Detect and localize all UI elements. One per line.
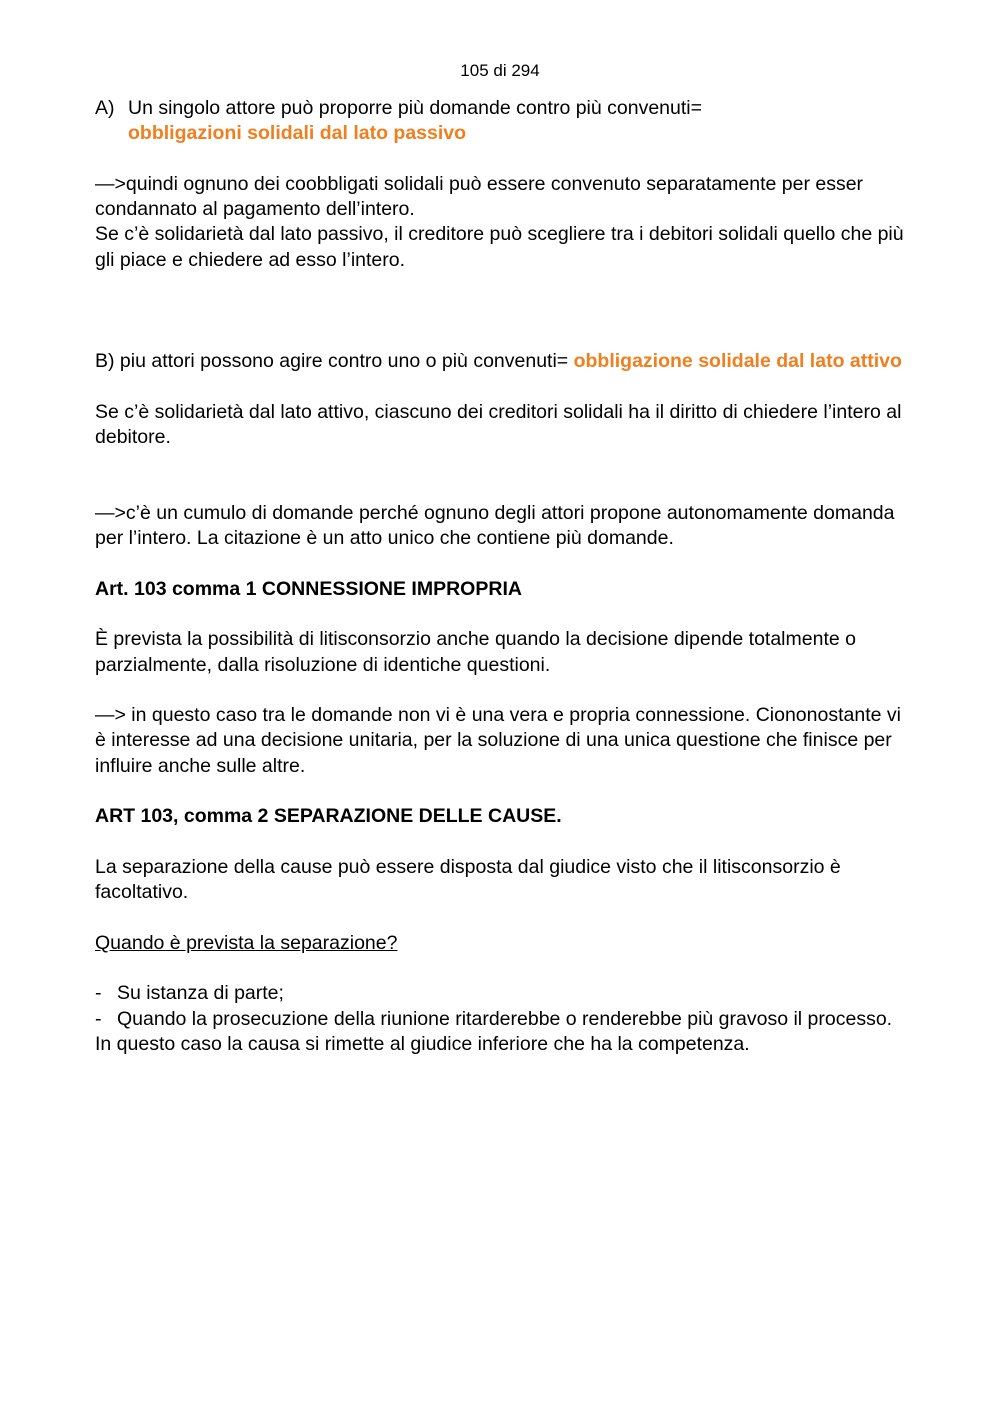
section-a-text: Un singolo attore può proporre più domande contro più convenuti=: [128, 97, 703, 119]
paragraph-b1: Se c’è solidarietà dal lato attivo, ciascuno dei creditori solidali ha il diritto di chiedere l’intero al debitore.: [95, 400, 902, 448]
bullet-dash: -: [95, 1007, 102, 1030]
section-b: [95, 349, 915, 374]
paragraph-a2: Se c’è solidarietà dal lato passivo, il creditore può scegliere tra i debitori solidali quello che più gli piace e chiedere ad esso l’intero.: [95, 223, 904, 271]
page-content: [95, 96, 915, 1057]
bullet-dash: -: [95, 982, 102, 1005]
paragraph-d2: In questo caso la causa si rimette al giudice inferiore che ha la competenza.: [95, 1032, 750, 1055]
section-a-highlight: obbligazioni solidali dal lato passivo: [128, 122, 467, 145]
paragraph-c2: —> in questo caso tra le domande non vi è una vera e propria connessione. Ciononostante vi è interesse ad una decisione unitaria, per la soluzione di una unica questione che finisce per influire anche sulle altre.: [95, 704, 901, 777]
section-b-highlight: obbligazione solidale dal lato attivo: [573, 349, 902, 372]
heading-art103-comma2: ART 103, comma 2 SEPARAZIONE DELLE CAUSE.: [95, 805, 562, 828]
section-a: [95, 96, 915, 147]
heading-art103-comma1: Art. 103 comma 1 CONNESSIONE IMPROPRIA: [95, 577, 522, 600]
list-item: [95, 1007, 915, 1032]
paragraph-a1: —>quindi ognuno dei coobbligati solidali può essere convenuto separatamente per esser condannato al pagamento dell’intero.: [95, 172, 864, 221]
section-b-text: B) piu attori possono agire contro uno o più convenuti=: [95, 349, 574, 372]
section-a-marker: A): [95, 97, 115, 119]
section-a-body: [128, 96, 915, 147]
separation-list: [95, 981, 915, 1032]
page-number: 105 di 294: [460, 61, 540, 80]
question-heading: Quando è prevista la separazione?: [95, 931, 398, 954]
list-item-text: Quando la prosecuzione della riunione ritarderebbe o renderebbe più gravoso il processo.: [117, 1007, 893, 1030]
list-item: [95, 981, 915, 1006]
paragraph-d1: La separazione della cause può essere disposta dal giudice visto che il litisconsorzio è facoltativo.: [95, 855, 841, 904]
paragraph-c1: È prevista la possibilità di litisconsorzio anche quando la decisione dipende totalmente o parzialmente, dalla risoluzione di identiche questioni.: [95, 628, 856, 676]
paragraph-b2: —>c’è un cumulo di domande perché ognuno degli attori propone autonomamente domanda per l’intero. La citazione è un atto unico che contiene più domande.: [95, 501, 895, 550]
list-item-text: Su istanza di parte;: [117, 982, 284, 1005]
